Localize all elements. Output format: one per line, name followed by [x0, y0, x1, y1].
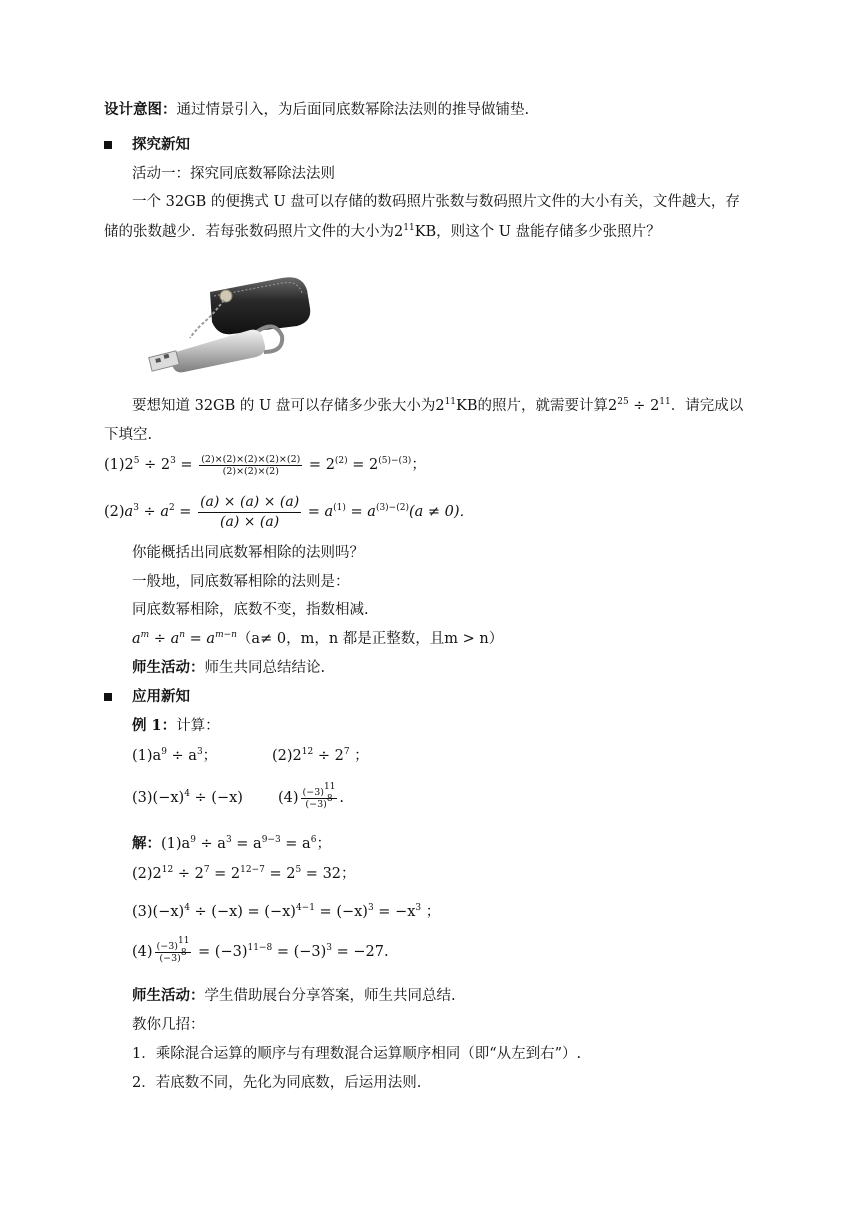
- paragraph-compute-line-2: 下填空.: [104, 427, 153, 443]
- section-title-apply: 应用新知: [132, 688, 190, 705]
- tips-title: 教你几招：: [132, 1017, 205, 1033]
- problem-line-1: 一个 32GB 的便携式 U 盘可以存储的数码照片张数与数码照片文件的大小有关，文件越大，存: [132, 194, 740, 210]
- rule-formula: $a^m \div a^n = a^{m-n}(a\ne 0$，m，n 都是正整数，且m > n）: [132, 630, 504, 647]
- equation-2-fraction: $\frac{(a) \times (a) \times (a)}{(a) \times (a)}$: [200, 493, 300, 530]
- question-1: $(1)a^9 \div a^3$；: [132, 747, 218, 764]
- solution-line-1: 解：$(1)a^9 \div a^3 = a^{9-3} = a^6$；: [132, 835, 331, 852]
- equation-1-fraction: $\frac{(2)\times(2)\times(2)\times(2)\times(2)}{(2)\times(2)\times(2)}$: [201, 453, 301, 477]
- example-1: 例 1：计算：: [132, 717, 220, 734]
- solution-line-2: $(2)2^{12} \div 2^7 = 2^{12-7} = 2^5 = 32$；: [132, 865, 356, 882]
- problem-line-2: 储的张数越少．若每张数码照片文件的大小为$2^{11}KB$，则这个 U 盘能存储多少张照片？: [104, 223, 661, 240]
- solution-line-3: $(3)(-x)^4 \div (-x) = (-x)^{4-1} = (-x)^3 = -x^3$ ；: [132, 903, 441, 920]
- square-bullet-icon: [104, 141, 112, 149]
- section-title-explore: 探究新知: [132, 136, 190, 153]
- question-2: $(2)2^{12} \div 2^7$ ；: [272, 747, 369, 764]
- teacher-student-activity-2: 师生活动：学生借助展台分享答案，师生共同总结.: [132, 987, 456, 1004]
- activity-one: 活动一：探究同底数幂除法法则: [132, 166, 335, 182]
- equation-1: $(1)2^5 \div 2^3$ = $\frac{(2)\times(2)\times(2)\times(2)\times(2)}{(2)\times(2)\times(2)}$ = $2^{(2)} = 2^{(5)-(3)}$；: [104, 453, 426, 477]
- design-intent: [104, 100, 529, 120]
- design-intent-text: 通过情景引入，为后面同底数幂除法法则的推导做铺垫.: [176, 102, 530, 118]
- tip-item-1: 1．乘除混合运算的顺序与有理数混合运算顺序相同（即“从左到右”）.: [132, 1046, 582, 1062]
- question-4: (4) $\frac{(-3)^{11}}{(-3)^8}$ .: [278, 781, 345, 810]
- general-statement: 一般地，同底数幂相除的法则是：: [132, 574, 350, 590]
- equation-2: $(2)a^3 \div a^2$ = $\frac{(a) \times (a) \times (a)}{(a) \times (a)}$ = $a^{(1)} = a^{(3)-(2)}(a \ne 0)$．: [104, 493, 475, 530]
- paragraph-compute: 要想知道 32GB 的 U 盘可以存储多少张大小为$2^{11}KB$的照片，就需要计算$2^{25} \div 2^{11}$．请完成以: [132, 397, 744, 414]
- question-general: 你能概括出同底数幂相除的法则吗？: [132, 545, 364, 561]
- teacher-student-activity-1: 师生活动：师生共同总结结论.: [132, 659, 326, 676]
- square-bullet-icon: [104, 693, 112, 701]
- tip-item-2: 2．若底数不同，先化为同底数，后运用法则.: [132, 1075, 422, 1091]
- solution-line-4: (4) $\frac{(-3)^{11}}{(-3)^8}$ = $(-3)^{11-8} = (-3)^3 = -27$.: [132, 935, 389, 964]
- usb-flash-drive-image: [132, 256, 322, 374]
- rule-statement: 同底数幂相除，底数不变，指数相减.: [132, 602, 369, 618]
- design-intent-label: 设计意图：: [104, 101, 177, 118]
- question-3: $(3)(-x)^4 \div (-x)$: [132, 789, 243, 806]
